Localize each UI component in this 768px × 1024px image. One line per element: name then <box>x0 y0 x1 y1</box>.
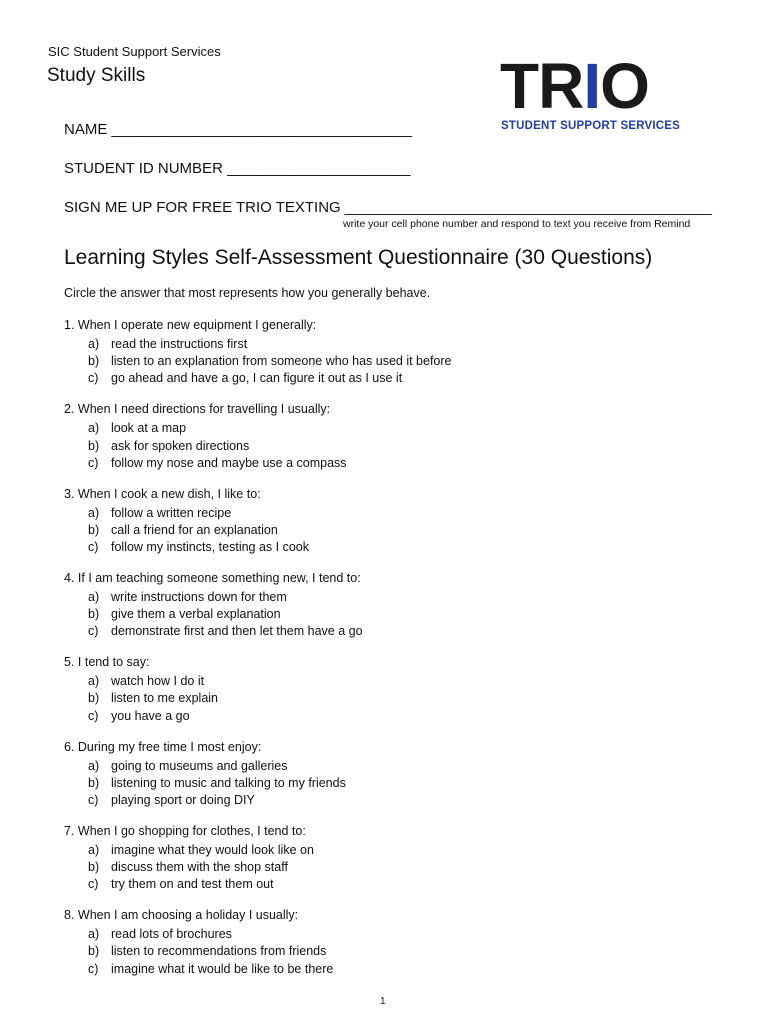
option-text[interactable]: imagine what they would look like on <box>111 842 314 857</box>
option-letter[interactable]: a) <box>88 674 100 689</box>
option-text[interactable]: playing sport or doing DIY <box>111 792 255 807</box>
question-text: 7. When I go shopping for clothes, I tend to: <box>64 823 306 838</box>
option-text[interactable]: listen to me explain <box>111 691 219 706</box>
option-text[interactable]: read lots of brochures <box>111 927 232 942</box>
option-text[interactable]: ask for spoken directions <box>111 438 250 453</box>
option-text[interactable]: try them on and test them out <box>111 877 274 892</box>
option-letter[interactable]: c) <box>88 540 99 554</box>
logo-subtitle: STUDENT SUPPORT SERVICES <box>501 120 681 132</box>
option-text[interactable]: follow a written recipe <box>111 505 232 520</box>
option-letter[interactable]: b) <box>88 522 100 537</box>
option-letter[interactable]: c) <box>88 792 99 807</box>
question-text: 5. I tend to say: <box>64 655 150 670</box>
option-letter[interactable]: b) <box>88 944 100 959</box>
option-letter[interactable]: c) <box>88 961 99 976</box>
option-text[interactable]: demonstrate first and then let them have a go <box>111 624 363 639</box>
option-text[interactable]: read the instructions first <box>111 337 248 351</box>
option-letter[interactable]: c) <box>88 455 99 470</box>
option-letter[interactable]: a) <box>88 337 100 351</box>
texting-signup-field[interactable]: SIGN ME UP FOR FREE TRIO TEXTING ____________________________________________ <box>64 199 712 216</box>
option-letter[interactable]: c) <box>88 877 99 892</box>
option-letter[interactable]: a) <box>88 927 100 942</box>
option-text[interactable]: write instructions down for them <box>111 589 287 604</box>
option-text[interactable]: imagine what it would be like to be there <box>111 961 334 976</box>
logo-wordmark: TRIO <box>500 50 649 122</box>
option-letter[interactable]: c) <box>88 708 99 723</box>
option-letter[interactable]: a) <box>88 589 100 604</box>
questionnaire-title: Learning Styles Self-Assessment Questionnaire (30 Questions) <box>64 246 653 269</box>
option-text[interactable]: watch how I do it <box>111 674 205 689</box>
option-text[interactable]: listen to recommendations from friends <box>111 944 327 959</box>
option-letter[interactable]: a) <box>88 842 100 857</box>
question-text: 1. When I operate new equipment I generally: <box>64 318 317 332</box>
option-text[interactable]: call a friend for an explanation <box>111 522 278 537</box>
option-letter[interactable]: a) <box>88 505 100 520</box>
option-text[interactable]: give them a verbal explanation <box>111 607 281 622</box>
option-letter[interactable]: c) <box>88 371 99 386</box>
option-letter[interactable]: b) <box>88 775 100 790</box>
question-text: 2. When I need directions for travelling I usually: <box>64 402 331 417</box>
option-letter[interactable]: b) <box>88 607 100 622</box>
option-letter[interactable]: b) <box>88 691 100 706</box>
option-letter[interactable]: b) <box>88 438 100 453</box>
option-text[interactable]: follow my instincts, testing as I cook <box>111 540 309 554</box>
name-field[interactable]: NAME ____________________________________ <box>64 121 412 138</box>
option-text[interactable]: listen to an explanation from someone who has used it before <box>111 354 452 369</box>
option-text[interactable]: you have a go <box>111 708 190 723</box>
option-text[interactable]: discuss them with the shop staff <box>111 860 288 874</box>
option-letter[interactable]: b) <box>88 860 100 874</box>
question-text: 6. During my free time I most enjoy: <box>64 739 262 754</box>
option-letter[interactable]: b) <box>88 354 100 369</box>
option-text[interactable]: going to museums and galleries <box>111 758 288 773</box>
option-text[interactable]: follow my nose and maybe use a compass <box>111 455 347 470</box>
option-text[interactable]: listening to music and talking to my friends <box>111 775 346 790</box>
question-text: 4. If I am teaching someone something new, I tend to: <box>64 570 361 585</box>
option-text[interactable]: go ahead and have a go, I can figure it out as I use it <box>111 371 403 386</box>
page-number: 1 <box>380 996 386 1007</box>
student-id-field[interactable]: STUDENT ID NUMBER ______________________ <box>64 160 411 177</box>
option-letter[interactable]: a) <box>88 758 100 773</box>
option-letter[interactable]: c) <box>88 624 99 639</box>
texting-note: write your cell phone number and respond to text you receive from Remind <box>343 218 691 230</box>
question-text: 8. When I am choosing a holiday I usually: <box>64 908 299 923</box>
option-letter[interactable]: a) <box>88 421 100 436</box>
org-name: SIC Student Support Services <box>48 44 221 59</box>
trio-logo <box>500 50 688 136</box>
subject-title: Study Skills <box>47 65 146 86</box>
instructions: Circle the answer that most represents how you generally behave. <box>64 286 431 300</box>
question-text: 3. When I cook a new dish, I like to: <box>64 486 261 501</box>
option-text[interactable]: look at a map <box>111 421 187 436</box>
